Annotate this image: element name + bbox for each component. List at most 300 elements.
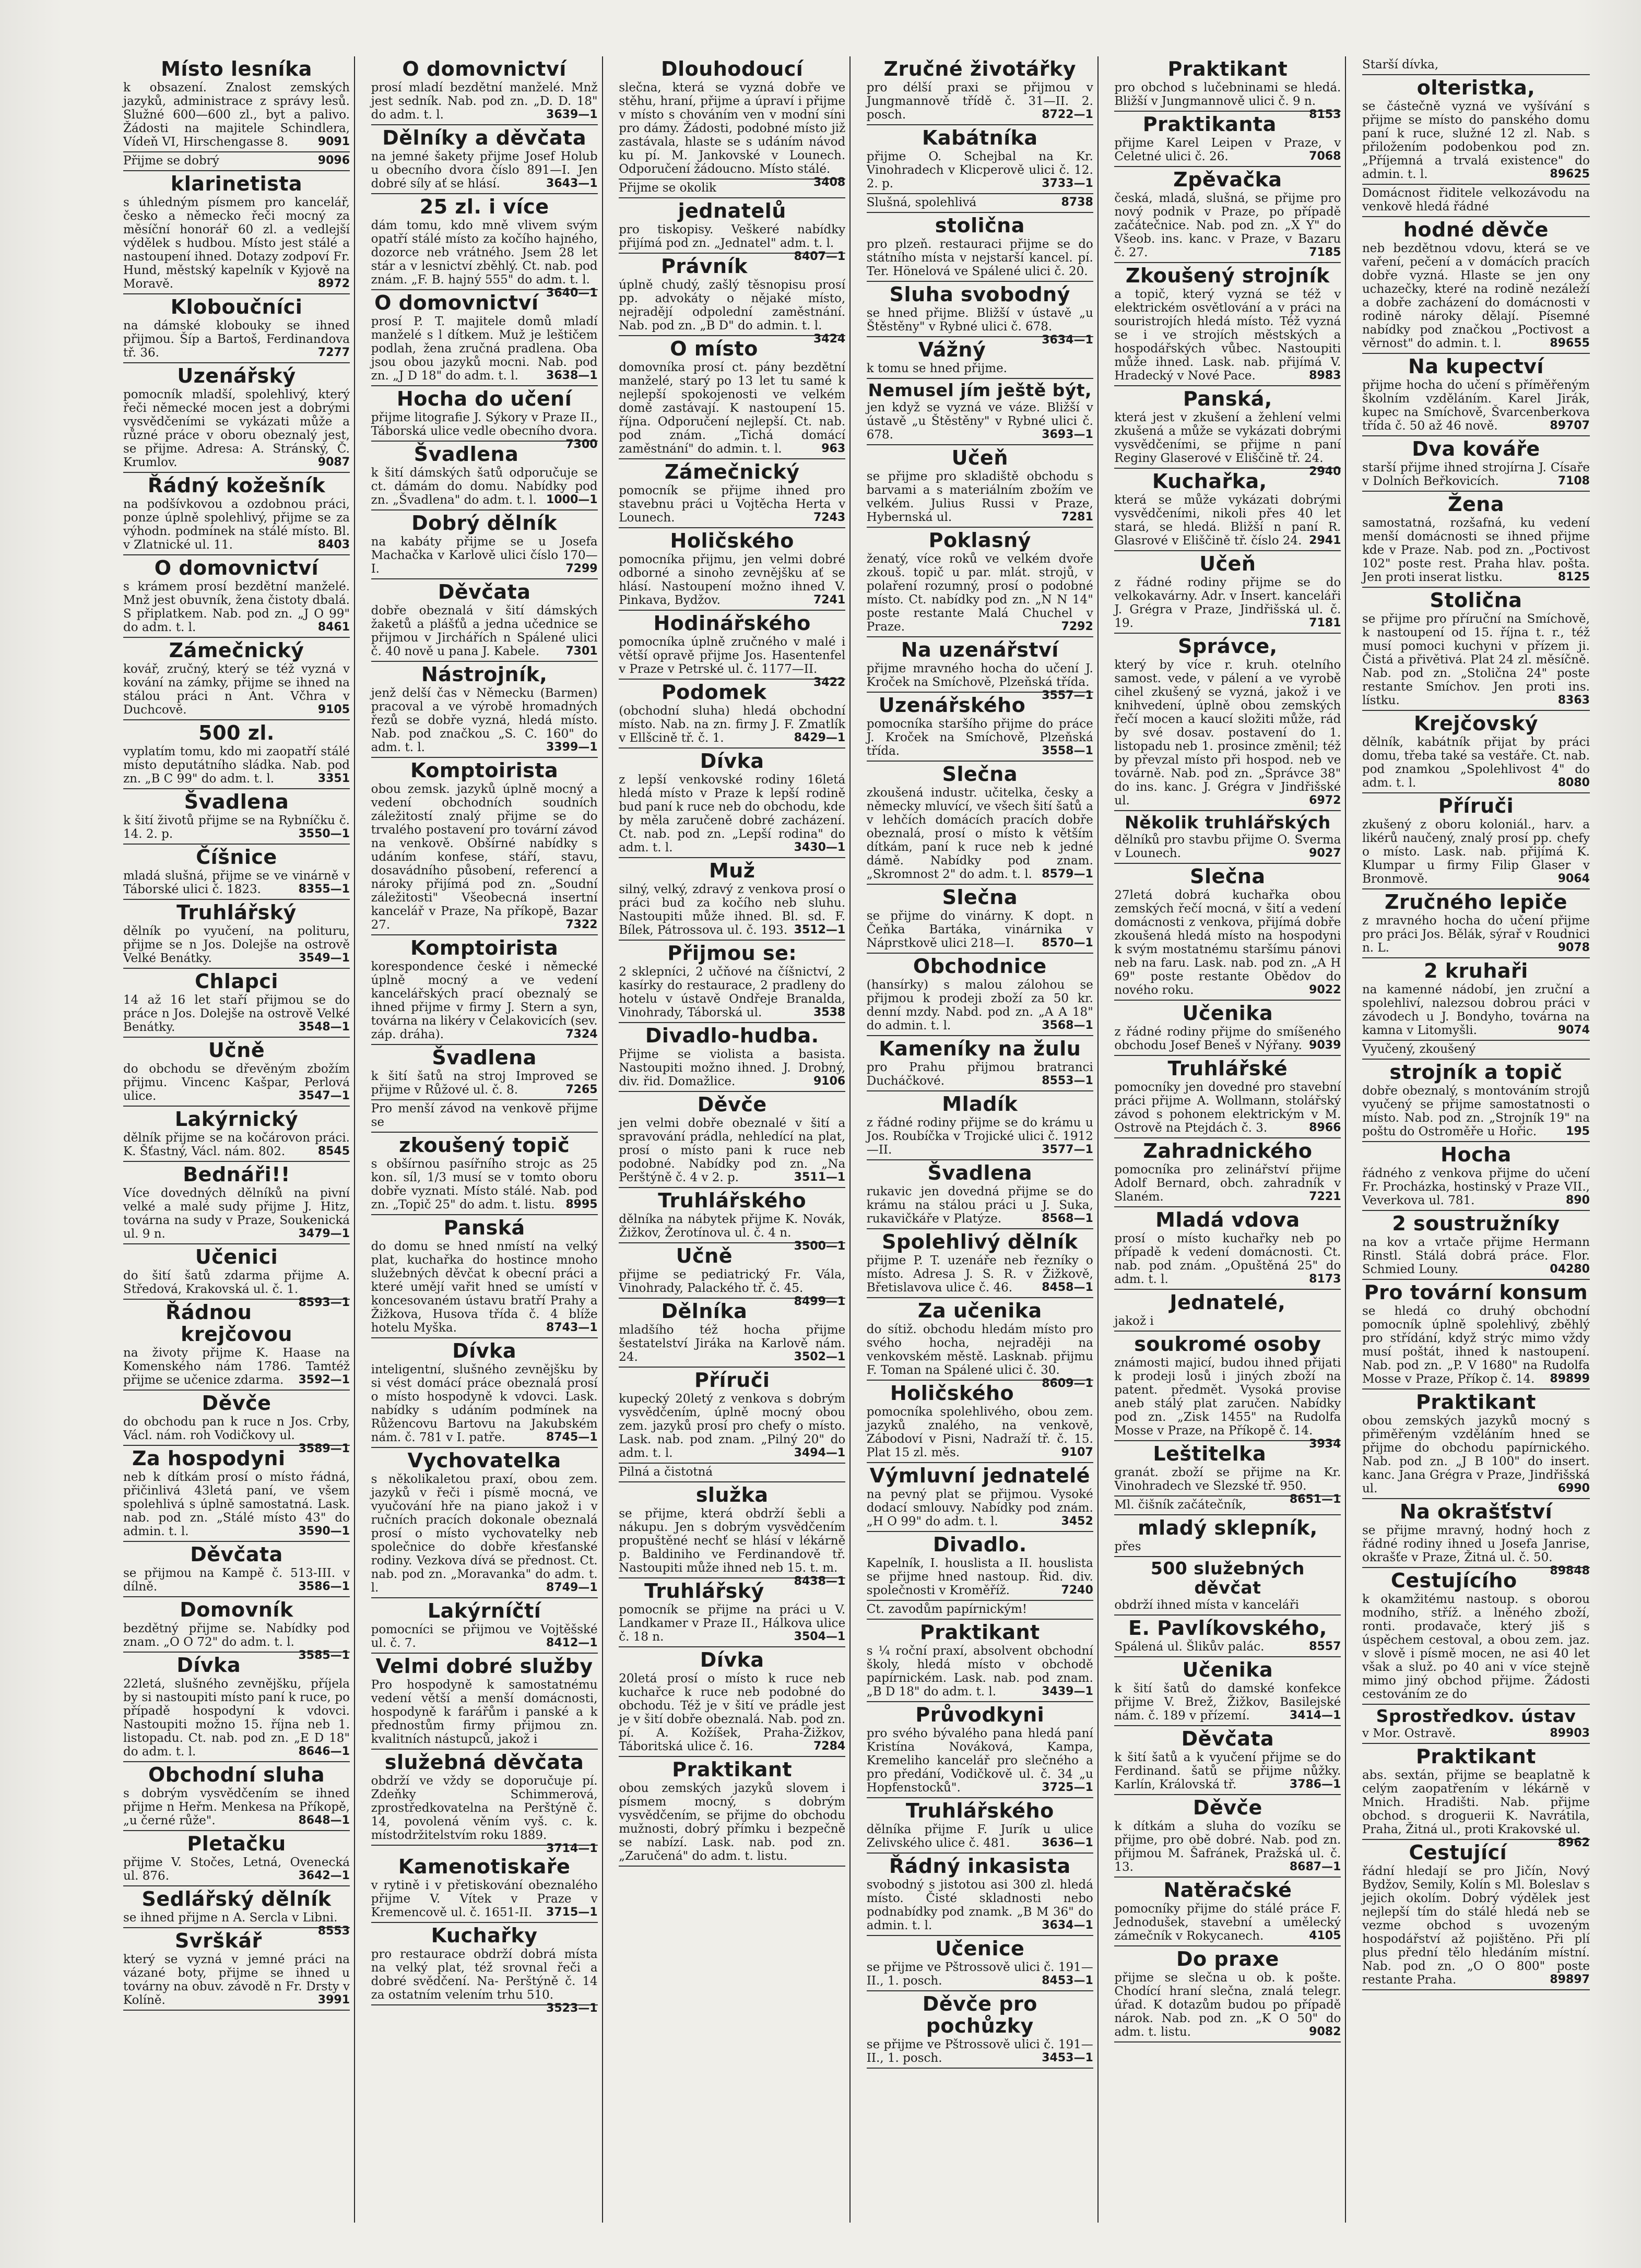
ad-text: vyplatím tomu, kdo mi zaopatří stálé místo deputátního sládka. Nab. pod zn. „B C 99" do adm. t. l. [123,745,350,786]
ad-text: úplně chudý, zašlý těsnopisu prosí pp. advokáty o nějaké místo, nejradějí odpolední zaměstnání. Nab. pod zn. „B D" do admin. t. l. [619,278,846,333]
ad-headline: Spolehlivý dělník [882,1230,1078,1253]
ad-headline: Kloboučníci [170,295,303,318]
ad-text: dám tomu, kdo mně vlivem svým opatří stálé místo za kočího hajného, dozorce neb vrátného. Jsem 28 let stár a v lesnictví zběhlý. Ct. nab. pod znám. „F. B. hajný 555" do adm. t. l. [371,219,598,287]
ad-body [867,1878,1093,1932]
ad-body [1114,81,1341,121]
classified-ad [619,1464,845,1482]
classified-ad [619,1482,846,1588]
ad-headline: Jednatelé, [1170,1291,1286,1314]
classified-ad [619,680,845,749]
ad-headline: Praktikant [1416,1391,1536,1414]
ad-number: 8962 [1557,1836,1590,1849]
ad-text: do šití šatů zdarma přijme A. Středová, Krakovská ul. č. 1. [123,1269,350,1296]
ad-text: která jest v zkušení a žehlení velmi zkušená a může se vykázati dobrými vysvědčeními, se přijme n paní Reginy Glaserové v Eliščině tř. 24. [1114,411,1341,465]
ad-headline: Praktikant [1416,1745,1536,1768]
ad-body [1114,888,1341,997]
classified-ad [371,1448,598,1598]
ad-text: z lepší venkovské rodiny 16letá hledá místo v Praze k lepší rodině bud paní k ruce neb do obchodu, kde by měla zaručeně dobré zacházení. Ct. nab. pod zn. „Lepší rodina" do adm. t. l. [619,773,846,854]
classified-ad [619,1092,845,1188]
ad-headline: Švadlena [927,1161,1033,1184]
ad-headline: Učně [208,1039,265,1062]
ad-number: 3548—1 [298,1020,350,1034]
classified-ad [123,1446,350,1542]
classified-ad [371,56,598,125]
ad-number: 3504—1 [794,1630,846,1643]
ad-body [1362,516,1590,584]
ad-number: 89897 [1550,1973,1590,1986]
ad-body [1362,461,1590,488]
ad-body [619,1213,846,1253]
ad-number: 7292 [1061,620,1093,633]
ad-body [1362,1727,1590,1740]
ad-number: 6990 [1557,1482,1590,1495]
ad-text: pomocníky jen dovedné pro stavební práci přijme A. Wollmann, stolářský závod s pohonem elektrickým v M. Ostrově na Ptejdách č. 3. [1114,1080,1341,1135]
ad-text: na kabáty přijme se u Josefa Machačka v Karlově ulici číslo 170—I. [371,535,598,576]
classified-ad [123,720,350,789]
ad-text: s dobrým vysvědčením se ihned přijme n Heřm. Menkesa na Příkopě, „u černé růže". [123,1787,350,1827]
ad-number: 8080 [1557,776,1590,789]
ad-headline: soukromé osoby [1134,1333,1321,1356]
ad-text: zkoušená industr. učitelka, česky a německy mluvící, ve všech šití šatů a v lehčích domácích pracích dobře obeznalá, prosí o místo k větším dítkám, paní k ruce neb k jedné dámě. Nabídky pod znam. „Skromnost 2" do adm. t. l. [866,786,1093,881]
ad-body [619,704,845,745]
classified-ad [867,1091,1093,1160]
ad-body [866,662,1093,702]
ad-headline: Učenice [935,1937,1025,1960]
classified-ad [619,459,845,528]
ad-number: 3577—1 [1042,1143,1093,1156]
ad-headline: 500 služebných děvčat [1150,1558,1305,1598]
ad-number: 9074 [1557,1024,1590,1037]
classified-ad [1362,1840,1590,1990]
ad-body [123,196,350,291]
ad-body [1362,818,1590,886]
classified-ad [867,762,1093,885]
classified-ad [371,1923,598,2015]
ad-text: mladšího též hocha přijme šestatelství Jiráka na Karlově nám. 24. [619,1323,846,1364]
ad-number: 3439—1 [1042,1685,1093,1698]
ad-headline: Dělníky a děvčata [382,126,586,149]
ad-body [123,497,350,552]
classified-ad [123,56,350,152]
ad-text: Přijme se dobrý [123,154,219,168]
classified-ad [1362,492,1590,588]
ad-body [619,965,845,1019]
ad-number: 8743—1 [546,1321,598,1334]
ad-number: 3934 [1309,1438,1341,1451]
ad-headline: Truhlářské [1167,1057,1288,1080]
ad-text: Více dovedných dělníků na pivní velké a malé sudy přijme J. Hitz, továrna na sudy v Praze, Soukenická ul. 9 n. [123,1186,350,1241]
classified-ad [1362,56,1590,75]
ad-body [619,1672,845,1753]
ad-headline: Na kupectví [1408,355,1544,378]
ad-text: se hned přijme. Bližší v ústavě „u Štěstěny" v Rybné ulici č. 678. [866,306,1093,334]
ad-column-4 [863,56,1099,2223]
ad-body [619,773,845,854]
ad-body [1114,493,1341,548]
ad-number: 3414—1 [1289,1709,1341,1722]
ad-body [867,1823,1093,1850]
ad-text: z řádné rodiny přijme se do krámu u Jos. Roubíčka v Trojické ulici č. 1912—II. [866,1116,1093,1157]
ad-body [371,782,598,932]
ad-headline: Žena [1447,493,1504,516]
ad-body [1114,1971,1341,2039]
ad-body [867,1961,1093,1988]
ad-body [1362,242,1590,350]
classified-ad [123,1653,350,1762]
ad-text: z mravného hocha do učení přijme pro práci Jos. Bělák, sýrař v Roudnici n. L. [1362,914,1590,955]
ad-text: k šití dámských šatů odporučuje se ct. dámám do domu. Nabídky pod zn. „Švadlena" do adm. t. l. [371,466,598,507]
classified-ad [867,194,1093,213]
ad-headline: Muž [709,859,755,882]
classified-ad [1114,112,1341,167]
ad-headline: E. Pavlíkovského, [1128,1617,1327,1640]
ad-text: se přijme do vinárny. K dopt. n Čeňka Bartáka, vinárnika v Náprstkově ulici 218—I. [866,909,1093,950]
ad-number: 9107 [1061,1446,1093,1459]
ad-headline: Hocha do učení [396,387,572,410]
ad-text: pomocníka přijmu, jen velmi dobré odborné a sinoho zevnějšku ať se hlásí. Nastoupení možno ihned V. Pinkava, Bydžov. [619,553,846,607]
ad-body [1114,1540,1341,1553]
ad-number: 3511—1 [794,1171,846,1184]
ad-number: 7241 [813,593,846,607]
classified-ad [867,125,1093,194]
ad-number: 7181 [1309,616,1341,630]
classified-ad [867,213,1093,282]
ad-number: 89707 [1550,419,1590,432]
ad-body [619,181,845,195]
ad-body [123,1470,350,1538]
classified-ad [866,637,1093,702]
ad-number: 3523—1 [546,2002,598,2015]
ad-headline: Truhlářský [644,1580,764,1602]
ad-headline: Stolična [1430,589,1522,612]
ad-text: 27letá dobrá kuchařka obou zemských řečí mocná, v šití a vedení domácnosti z venkova, přijímá dobře zkoušená hledá místo na hospodyni k svým mostatnému staršímu pánovi neb na faru. Lask. nab. pod zn. „A H 69" poste restante Obědov do nového roku. [1114,888,1341,997]
ad-text: se částečně vyzná ve vyšívání s přijme se místo do panského domu paní k ruce, služné 12 zl. Nab. s přiložením podobenkou pod zn. „Příjemná a trvalá existence" do admin. t. l. [1362,100,1590,181]
classified-ad [371,1598,598,1654]
classified-ad [867,1229,1093,1298]
ad-body [866,306,1093,347]
ad-headline: Lakýrnický [174,1108,299,1131]
ad-headline: Děvčata [438,580,531,603]
ad-text: s krámem prosí bezdětní manželé. Mnž jest obuvník, žena čistoty dbalá. S připlatkem. Nab. pod zn. „J O 99" do adm. t. l. [123,580,350,634]
ad-number: 3643—1 [546,177,598,190]
ad-headline: Praktikant [1167,57,1288,80]
ad-number: 3590—1 [298,1525,350,1538]
ad-number: 8568—1 [1042,1212,1093,1225]
ad-number: 8570—1 [1042,936,1093,949]
ad-headline: hodné děvče [1403,218,1549,241]
ad-text: do obchodu pan k ruce n Jos. Crby, Václ. nám. roh Vodičkovy ul. [123,1415,350,1442]
ad-number: 1000—1 [546,493,598,506]
ad-number: 3636—1 [1042,1836,1093,1849]
classified-ad [1362,1744,1590,1849]
ad-body [371,219,598,300]
ad-headline: Řádný kožešník [147,474,326,497]
ad-headline: Dlouhodoucí [661,57,804,80]
classified-ad [1114,1138,1341,1207]
ad-body [123,1622,350,1662]
ad-body [123,580,350,634]
ad-text: slečna, která se vyzná dobře ve stěhu, hraní, přijme a úpraví i přijme v místo s chováním ven v modní síni pro dámy. Žádosti, podobné místo již zastávala, hlaste se s udáním návod ku pí. M. Jankovské v Lounech. Odporučení žádoucno. Místo stálé. [619,81,846,176]
ad-text: obdrží ve vždy se doporučuje pí. Zdeňky Schimmerová, zprostředkovatelna na Perštýně č. 14, povolená věním vyš. c. k. místodržitelstvím roku 1889. [371,1774,598,1842]
ad-headline: Číšnice [196,846,277,869]
ad-text: přijme Karel Leipen v Praze, v Celetné ulici č. 26. [1114,136,1341,163]
ad-body [371,686,598,754]
ad-number: 8579—1 [1042,868,1093,881]
ad-text: Vyučený, zkoušený [1362,1042,1476,1056]
ad-body [867,786,1093,881]
ad-headline: Domovník [180,1598,293,1621]
ad-body [1114,136,1341,163]
ad-number: 8429—1 [794,731,846,744]
ad-headline: Podomek [661,681,767,704]
ad-number: 3549—1 [298,952,350,965]
ad-number: 2940 [1309,465,1341,478]
classified-ad [123,900,350,969]
ad-number: 7265 [565,1083,598,1096]
ad-headline: 500 zl. [198,721,275,744]
classified-ad [867,1991,1093,2069]
ad-body [867,470,1093,524]
ad-headline: Cestujícího [1390,1569,1517,1592]
classified-ad [371,1100,598,1133]
ad-headline: Zručné životářky [883,57,1077,80]
ad-number: 3638—1 [546,369,598,382]
ad-body [371,535,598,576]
ad-headline: Holičského [670,529,794,552]
ad-headline: Kameníky na žulu [879,1037,1081,1060]
classified-ad [371,1846,598,1923]
ad-body [619,361,845,456]
ad-body [1114,1025,1341,1052]
ad-body [123,319,350,360]
ad-headline: Děvčata [1181,1727,1274,1750]
ad-headline: Natěračské [1163,1879,1292,1902]
ad-headline: Učenika [1182,1002,1273,1025]
ad-headline: Truhlářského [658,1189,807,1212]
ad-text: obou zemských jazyků mocný s přiměřeným vzděláním hned se přijme do obchodu papírnického. Nab. pod zn. „J B 100" do insert. kanc. Jana Grégra v Praze, Jindřišská ul. [1362,1414,1590,1495]
ad-text: Přijme se okolik [619,181,716,195]
classified-ad [123,789,350,845]
ad-headline: Sprostředkov. ústav [1376,1706,1576,1726]
ad-text: pomocník se přijme ihned pro stavebnu práci u Vojtěcha Herta v Lounech. [619,484,846,525]
ad-text: jen velmi dobře obeznalé v šití a spravování prádla, nehledící na plat, prosí o místo pani k ruce neb podobné. Nabídky pod zn. „Na Perštýně č. 4 v 2. p. [619,1117,846,1184]
classified-ad [123,555,350,638]
ad-number: 8738 [1061,196,1093,209]
ad-text: bezdětný přijme se. Nabídky pod znam. „O O 72" do adm. t. l. [123,1622,350,1649]
ad-body [371,466,598,507]
ad-headline: zkoušený topič [399,1134,570,1157]
ad-headline: Divadlo-hudba. [645,1024,819,1047]
ad-text: dobře obeznalý, s montováním strojů vyučený se přijme samostatnosti o místo. Nab. pod zn. „Strojník 19" na poštu do Ostroměře u Hořic. [1362,1084,1590,1138]
ad-number: 8499—1 [794,1295,846,1308]
ad-headline: Dobrý dělník [411,512,558,535]
ad-number: 8173 [1309,1273,1341,1286]
ad-body [619,1782,845,1863]
ad-headline: Vychovatelka [407,1449,561,1472]
ad-text: ženatý, více roků ve velkém dvoře zkouš. topič u par. mlát. strojů, v polaření rozumný, prosí o podobné místo. Ct. nabídky pod zn. „N N 14" poste restante Malá Chuchel v Praze. [866,552,1093,634]
ad-number: 8545 [317,1145,350,1158]
classified-ad [371,290,598,386]
classified-ad [867,379,1093,445]
ad-body [371,1473,598,1595]
ad-text: granát. zboží se přijme na Kr. Vinohradech ve Slezské tř. 950. [1114,1466,1341,1493]
ad-text: přijme se pediatrický Fr. Vála, Vinohrady, Palackého tř. č. 45. [619,1268,846,1295]
ad-headline: Právník [660,255,748,278]
ad-number: 890 [1566,1194,1590,1207]
classified-ad [867,1854,1093,1936]
ad-text: Starší dívka, [1362,58,1439,72]
ad-headline: Komptoirista [410,759,559,782]
classified-ad [1362,75,1590,185]
ad-text: pomocník se přijme na práci u V. Landkamer v Praze II., Hálkova ulice č. 18 n. [619,1603,846,1644]
ad-number: 89848 [1550,1564,1590,1577]
ad-body [867,81,1093,122]
ad-body [619,1117,845,1184]
ad-body [1362,1304,1590,1386]
ad-body [1362,1593,1590,1701]
ad-text: dělníka přijme F. Jurík u ulice Zelivského ulice č. 481. [866,1823,1093,1850]
ad-text: jen když se vyzná ve váze. Bližší v ústavě „u Štěstěny" v Rybné ulici č. 678. [866,401,1093,442]
ad-body [619,484,845,525]
ad-number: 7281 [1061,510,1093,524]
ad-number: 7324 [565,1028,598,1041]
classified-ad [619,1368,845,1464]
ad-body [1114,1640,1341,1654]
ad-headline: Zručného lepiče [1385,890,1567,913]
classified-ad [1114,1657,1341,1726]
ad-headline: mladý sklepník, [1138,1516,1318,1539]
classified-ad [619,749,845,858]
ad-number: 3408 [813,176,846,189]
ad-number: 89655 [1550,337,1590,350]
ad-number: 3640—1 [546,287,598,300]
ad-text: se přijme pro skladiště obchodu s barvami a s materiálním zbožím ve velkém. Julius Russi v Praze, Hybernská ul. [866,470,1093,524]
ad-body [867,1254,1093,1295]
ad-text: se ihned přijme n A. Sercla v Libni. [123,1911,338,1925]
ad-headline: Hodinářského [653,612,811,635]
classified-ad [123,845,350,900]
ad-text: pro svého bývalého pana hledá paní Kristína Nováková, Kampa, Kremeliho kancelář pro slečného a pro předání, Vodičkově ul. č. 34 „u Hopfenstocků". [866,1727,1093,1795]
ad-text: zkušený z oboru koloniál., harv. a likérů naučený, znalý prosí pp. chefy o místo. Lask. nab. přijímá K. Klumpar u firmy Filip Glaser v Bronmově. [1362,818,1590,886]
ad-text: s ¼ roční praxí, absolvent obchodní školy, hledá místo v obchodě papírnickém. Lask. nab. pod znam. „B D 18" do adm. t. l. [866,1644,1093,1699]
ad-body [371,1678,598,1746]
classified-ad [867,1036,1093,1091]
ad-body [371,81,598,122]
ad-body [1114,1356,1341,1451]
ad-text: řádní hledají se pro Jičín, Nový Bydžov, Semily, Kolín s Ml. Boleslav s jejich okolím. Dobrý výdělek jest nejlepší tím do stálé hledá neb se vezme obchod s uvozeným hospodářství až pojištěno. Při plí plus přední tělo hledáním místní. Nab. pod zn. „O O 800" poste restante Praha. [1362,1865,1590,1987]
ad-number: 8553—1 [1042,1074,1093,1087]
ad-number: 3538 [813,1006,846,1019]
ad-number: 3639—1 [546,108,598,121]
ad-body [371,960,598,1041]
ad-body [371,150,598,191]
ad-body [371,1879,598,1919]
ad-text: (obchodní sluha) hledá obchodní místo. Nab. na zn. firmy J. F. Zmatlík v Ellšcině tř. č. 1. [619,704,846,745]
ad-number: 7068 [1309,150,1341,163]
ad-column-1 [119,56,355,2223]
ad-text: přijme litografie J. Sýkory v Praze II., Táborská ulice vedle obecního dvora. [371,411,598,438]
ad-headline: Panská, [1183,387,1272,410]
ad-text: obdrží ihned místa v kanceláři [1114,1598,1299,1612]
ad-text: k šití životů přijme se na Rybníčku č. 14. 2. p. [123,814,350,841]
ad-text: pomocníka spolehlivého, obou zem. jazyků znalého, na venkově, Zábodoví v Pisni, Nadraží tř. č. 15. Plat 15 zl. měs. [866,1405,1093,1459]
classified-ad [619,1757,845,1867]
ad-number: 3512—1 [794,923,846,936]
ad-headline: Na uzenářství [901,638,1059,661]
ad-body [867,401,1093,442]
classified-ad [371,386,598,451]
ad-body [123,1186,350,1241]
ad-text: prosí P. T. majitele domů mladí manželé s l dítkem. Muž je leštičem podlah, žena zručná pradlena. Oba jsou obou jazyků mocni. Nab. pod zn. „J D 18" do adm. t. l. [371,315,598,383]
ad-body [619,1603,845,1644]
classified-ad [1362,185,1590,217]
ad-text: dělník, kabátník přijat by práci domu, třeba také sa vestáře. Ct. nab. pod znamkou „Spolehlivost 4" do adm. t. l. [1362,735,1590,790]
ad-text: dobře obeznalá v šití dámských žaketů a plášťů a jedna učednice se přijmou v Jirchářích n Spálené ulici č. 40 nově u pana J. Kabele. [371,604,598,658]
ad-text: se přijme mravný, hodný hoch z řádné rodiny ihned u Josefa Janrise, okrašťe v Praze, Žitná ul. č. 50. [1362,1524,1590,1564]
ad-number: 3399—1 [546,741,598,754]
ad-number: 7299 [565,562,598,575]
ad-number: 8453—1 [1042,1974,1093,1987]
ad-text: pro tiskopisy. Veškeré nabídky přijímá pod zn. „Jednatel" adm. t. l. [619,223,846,250]
ad-number: 963 [821,442,846,455]
ad-body [1362,914,1590,955]
ad-headline: Zkoušený strojník [1125,264,1330,287]
classified-ad [619,180,845,198]
ad-headline: Obchodnice [913,955,1047,978]
classified-ad [1114,263,1341,386]
ad-headline: Truhlářského [905,1799,1054,1822]
ad-headline: 2 kruhaři [1424,959,1528,982]
ad-number: 3642—1 [298,1869,350,1882]
ad-headline: Praktikant [919,1621,1040,1644]
ad-text: Ml. čišník začátečník, [1114,1498,1246,1512]
ad-text: 14 až 16 let staří přijmou se do práce n Jos. Dolejše na ostrově Velké Benátky. [123,993,350,1034]
ad-body [867,1116,1093,1157]
ad-headline: Příruči [694,1369,770,1392]
ad-number: 8557 [1309,1640,1341,1653]
ad-body [1114,1232,1341,1286]
classified-ad [619,1647,845,1757]
classified-ad [1114,1616,1341,1657]
classified-ad [1114,811,1341,864]
ad-body [867,1061,1093,1088]
classified-ad [1362,217,1590,354]
classified-ad [867,954,1093,1036]
ad-column-3 [615,56,851,2223]
ad-body [123,1911,350,1938]
ad-number: 2941 [1309,534,1341,547]
ad-number: 3422 [813,676,846,689]
classified-ad [123,1542,350,1597]
classified-ad [1114,56,1341,121]
ad-headline: Dívka [700,1648,764,1671]
ad-text: Pro hospodyně k samostatnému vedení větší a menší domácnosti, hospodyně k farářům i panské a k přednostům firmy přijmou zn. kvalitních nástupců, jakož i [371,1678,598,1746]
ad-body [1362,186,1590,213]
ad-text: k šití šatů a k vyučení přijme se do Ferdinand. šatů se přijme nůžky. Karlín, Královská tř. [1114,1751,1341,1791]
ad-text: k tomu se hned přijme. [866,362,1007,375]
ad-body [123,388,350,469]
classified-ad [1114,1946,1341,2043]
ad-body [1362,612,1590,707]
ad-headline: Obchodní sluha [148,1763,325,1786]
classified-ad [1114,469,1341,551]
classified-ad [867,693,1093,762]
ad-text: česká, mladá, slušná, se přijme pro nový podnik v Praze, po případě začátečnice. Nab. pod zn. „X Y" do Všeob. ins. kanc. v Praze, v Bazaru č. 27. [1114,192,1341,259]
ad-body [371,1774,598,1855]
ad-number: 8153 [1309,108,1341,121]
ad-number: 9087 [317,456,350,469]
ad-headline: Slečna [942,886,1018,909]
